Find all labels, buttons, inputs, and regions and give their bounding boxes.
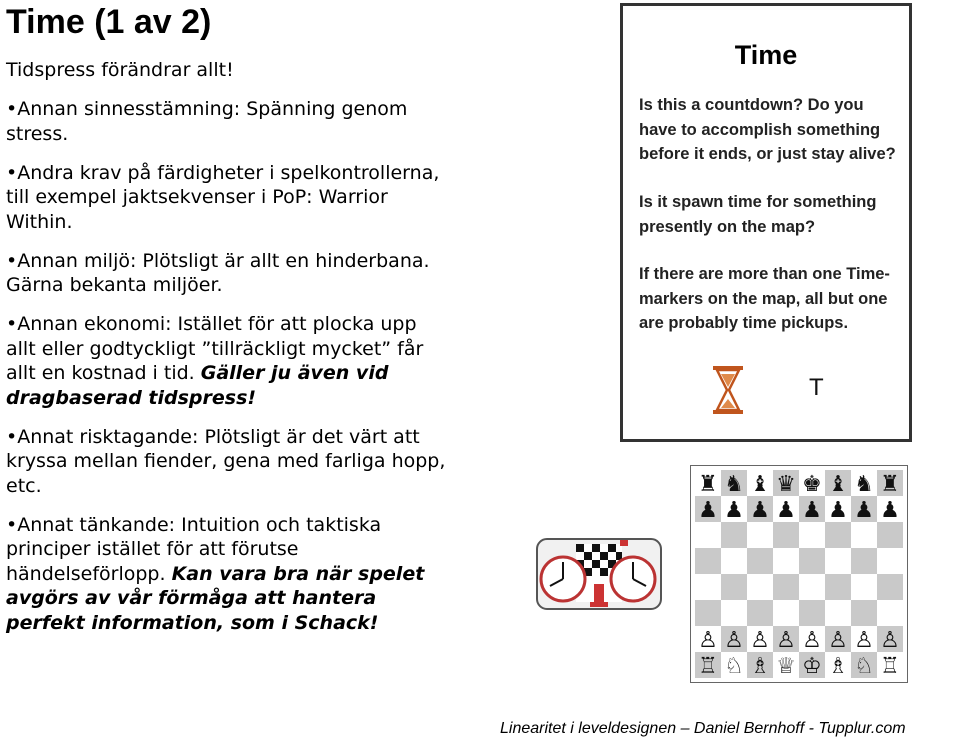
- card-paragraph: Is this a countdown? Do you have to accomplish something before it ends, or just stay alive?: [639, 96, 896, 163]
- bullet-item: •Annat risktagande: Plötsligt är det värt att kryssa mellan fiender, gena med farliga hopp, etc.: [6, 425, 446, 497]
- board-square: [747, 574, 773, 600]
- board-square: [773, 600, 799, 626]
- chess-piece: ♜: [698, 472, 718, 497]
- board-square: [721, 600, 747, 626]
- bullet-item: •Annan sinnesstämning: Spänning genom stress.: [6, 98, 408, 145]
- board-square: [877, 522, 903, 548]
- time-card: [620, 3, 912, 442]
- bullet-item: •Annan miljö: Plötsligt är allt en hinderbana. Gärna bekanta miljöer.: [6, 249, 430, 296]
- chess-piece: ♞: [724, 472, 744, 497]
- board-square: [799, 600, 825, 626]
- slide-title: Time (1 av 2): [6, 3, 212, 41]
- chess-clock-icon: [536, 538, 662, 612]
- board-square: [747, 548, 773, 574]
- chess-piece: ♟: [802, 498, 822, 523]
- chess-piece: ♙: [854, 628, 874, 653]
- board-square: [851, 522, 877, 548]
- board-square: [825, 574, 851, 600]
- chess-piece: ♟: [724, 498, 744, 523]
- chess-piece: ♚: [802, 472, 822, 497]
- chess-piece: ♙: [698, 628, 718, 653]
- board-square: [877, 600, 903, 626]
- board-square: [877, 548, 903, 574]
- card-title: Time: [734, 40, 798, 70]
- board-square: [773, 574, 799, 600]
- chess-piece: ♞: [854, 472, 874, 497]
- chess-piece: ♝: [828, 472, 848, 497]
- chess-piece: ♝: [750, 472, 770, 497]
- board-square: [799, 574, 825, 600]
- board-square: [773, 548, 799, 574]
- chess-piece: ♙: [828, 628, 848, 653]
- board-square: [721, 522, 747, 548]
- bullet-emphasis: Kan vara bra när spelet avgörs av vår förmåga att hantera perfekt information, som i Schack!: [6, 562, 425, 634]
- chess-piece: ♗: [750, 654, 770, 679]
- bullet-item: •Annat tänkande: Intuition och taktiska principer istället för att förutse händelseförlopp. Kan vara bra när spelet avgörs av vår förmåga att hantera perfekt information, som i Schack!: [6, 513, 425, 634]
- board-square: [695, 600, 721, 626]
- board-square: [799, 548, 825, 574]
- chess-piece: ♙: [776, 628, 796, 653]
- hourglass-icon: [711, 365, 745, 415]
- chess-piece: ♟: [828, 498, 848, 523]
- board-square: [695, 548, 721, 574]
- chess-piece: ♖: [880, 654, 900, 679]
- chess-piece: ♟: [698, 498, 718, 523]
- chess-piece: ♘: [724, 654, 744, 679]
- board-square: [747, 522, 773, 548]
- bullet-list: [6, 58, 446, 650]
- bullet-emphasis: Gäller ju även vid dragbaserad tidspress!: [6, 362, 389, 409]
- board-square: [799, 522, 825, 548]
- board-square: [851, 574, 877, 600]
- board-square: [773, 522, 799, 548]
- chess-piece: ♔: [802, 654, 822, 679]
- chess-piece: ♟: [854, 498, 874, 523]
- card-paragraph: If there are more than one Time-markers on the map, all but one are probably time pickups.: [639, 265, 890, 332]
- board-square: [721, 548, 747, 574]
- board-square: [721, 574, 747, 600]
- chess-piece: ♖: [698, 654, 718, 679]
- chess-piece: ♙: [750, 628, 770, 653]
- board-square: [825, 548, 851, 574]
- card-letter: T: [809, 374, 824, 401]
- chess-piece: ♙: [724, 628, 744, 653]
- chess-piece: ♛: [776, 472, 796, 497]
- board-square: [695, 574, 721, 600]
- chess-piece: ♘: [854, 654, 874, 679]
- chess-piece: ♙: [802, 628, 822, 653]
- chess-piece: ♗: [828, 654, 848, 679]
- chessboard: [690, 465, 908, 683]
- footer-credit: Linearitet i leveldesignen – Daniel Bernhoff - Tupplur.com: [500, 720, 906, 737]
- board-square: [695, 522, 721, 548]
- bullet-item: •Andra krav på färdigheter i spelkontrollerna, till exempel jaktsekvenser i PoP: Warrior Within.: [6, 161, 440, 233]
- chess-piece: ♟: [880, 498, 900, 523]
- chess-piece: ♕: [776, 654, 796, 679]
- board-square: [851, 600, 877, 626]
- board-square: [747, 600, 773, 626]
- chess-piece: ♙: [880, 628, 900, 653]
- board-square: [825, 522, 851, 548]
- board-square: [851, 548, 877, 574]
- chess-piece: ♟: [750, 498, 770, 523]
- board-square: [877, 574, 903, 600]
- bullet-item: •Annan ekonomi: Istället för att plocka upp allt eller godtyckligt ”tillräckligt mycket” får allt en kostnad i tid. Gäller ju även vid dragbaserad tidspress!: [6, 313, 424, 409]
- intro-line: Tidspress förändrar allt!: [6, 59, 234, 81]
- card-paragraph: Is it spawn time for something presently on the map?: [639, 193, 877, 236]
- chess-piece: ♟: [776, 498, 796, 523]
- board-square: [825, 600, 851, 626]
- chess-piece: ♜: [880, 472, 900, 497]
